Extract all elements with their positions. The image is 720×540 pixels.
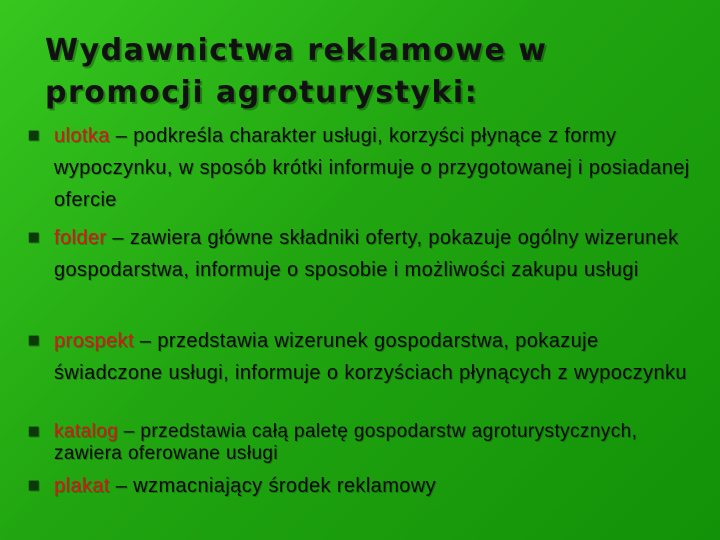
- term-ulotka: ulotka: [54, 125, 110, 147]
- list-item-ulotka: [27, 120, 697, 216]
- description-ulotka: – podkreśla charakter usługi, korzyści płynące z formy wypoczynku, w sposób krótki informuje o przygotowanej i posiadanej ofercie: [54, 125, 690, 211]
- description-prospekt: – przedstawia wizerunek gospodarstwa, pokazuje świadczone usługi, informuje o korzyściach płynących z wypoczynku: [54, 330, 687, 384]
- list-item-prospekt: [27, 325, 697, 389]
- square-bullet-icon: ■: [27, 230, 41, 245]
- description-folder: – zawiera główne składniki oferty, pokazuje ogólny wizerunek gospodarstwa, informuje o sposobie i możliwości zakupu usługi: [54, 227, 679, 281]
- list-item-katalog: [27, 421, 697, 465]
- term-prospekt: prospekt: [54, 330, 134, 352]
- term-plakat: plakat: [54, 475, 110, 497]
- square-bullet-icon: ■: [27, 333, 41, 348]
- list-item-folder: [27, 222, 697, 286]
- square-bullet-icon: ■: [27, 128, 41, 143]
- description-plakat: – wzmacniający środek reklamowy: [109, 475, 437, 497]
- slide-title-line-2: promocji agroturystyki:: [45, 75, 479, 110]
- description-katalog: – przedstawia całą paletę gospodarstw agroturystycznych, zawiera oferowane usługi: [54, 421, 638, 464]
- term-folder: folder: [54, 227, 107, 249]
- square-bullet-icon: ■: [27, 424, 41, 439]
- slide-title-line-1: Wydawnictwa reklamowe w: [45, 33, 548, 68]
- square-bullet-icon: ■: [27, 478, 41, 493]
- list-item-plakat: [27, 470, 697, 502]
- term-katalog: katalog: [54, 421, 119, 442]
